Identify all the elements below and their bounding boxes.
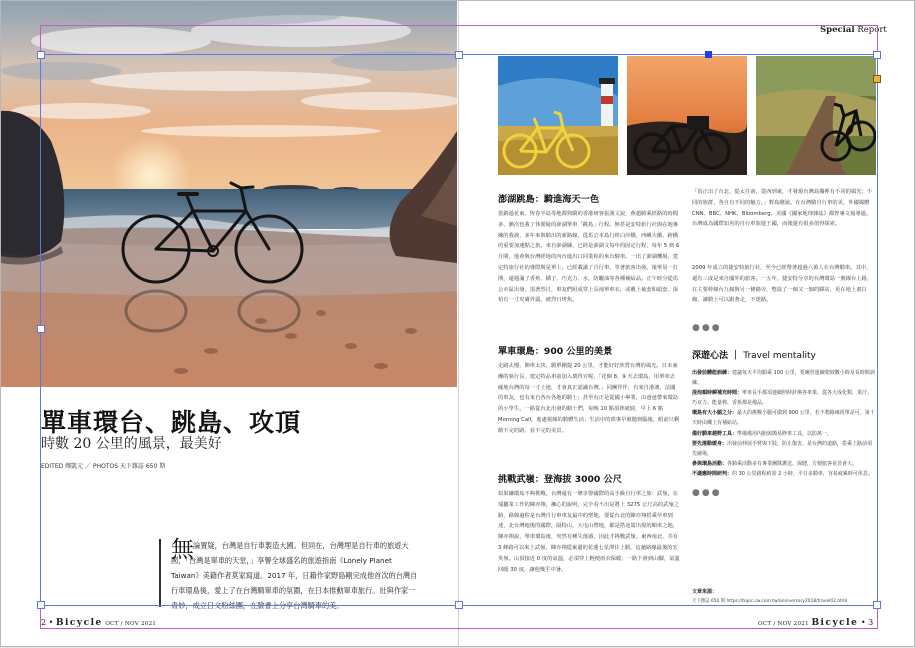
tip-item bbox=[692, 469, 876, 479]
tip-label: 參與環島活動： bbox=[692, 460, 728, 467]
tip-text: 最大的挑戰小腿可做到 900 公里，若不想路線很單是可。第十天時由鐵上有補給站。 bbox=[692, 410, 875, 427]
tip-text: 準備備用內胎與簡易修車工具，以防萬一。 bbox=[737, 430, 833, 437]
tip-label: 不適應時間研判： bbox=[692, 470, 733, 477]
frame-port-handle[interactable] bbox=[873, 75, 881, 83]
frame-handle[interactable] bbox=[37, 325, 45, 333]
tip-label: 浸泡順時瞬補充時間： bbox=[692, 390, 743, 397]
folio-left: 2 • Bicycle OCT / NOV 2021 bbox=[41, 618, 157, 628]
page-number-right: 3 bbox=[868, 618, 874, 627]
hero-photo-bicycle-beach[interactable] bbox=[1, 1, 457, 387]
article-subtitle: 時數 20 公里的風景，最美好 bbox=[41, 436, 222, 452]
tip-item bbox=[692, 408, 876, 428]
frame-handle-active[interactable] bbox=[705, 51, 712, 58]
intro-dropcap: 無 bbox=[171, 537, 194, 563]
tip-text: 的 30 公里路程約需 2 小時，平日多騎車，容易疲累時可休息。 bbox=[732, 470, 873, 477]
section-body-penghu: 當銷過花東、恆春半島等地都熟騎的香港研客張漢文說，燕趙騎乘經路的時間多，漸次也我了休閒疑的澎湖單車「跳島」行程。無甚是安特旅行社與在地專練的我談，多年來與騎出的新路線，從馬公本島行經白沙橋、西嶼大橋、跨橋的重要加速點之旅。來自澎湖縣，已經是澎湖文每年的固定行程，每年 5 到 6 月間，他會與台灣經地的內台進出口同業和的來台騎車。一出了澎湖機場，建定特旅行社的導際與是單上，已經載滿了自行車，等著旅客出發。後單易一打開，還週滿了香蕉、橘子、巧克力、水，防曬油等各種補給品。正午時分從馬公市區出發，頂著烈日，車友們組成穿上長袖單車衣，或戴上袖套和頭套，深怕有一寸皮膚外露，被烈日烤焦。 bbox=[498, 211, 680, 304]
tip-label: 要先運動暖身： bbox=[692, 440, 728, 447]
tip-label: 備好騎車越野工具： bbox=[692, 430, 738, 437]
issue-date-left: OCT / NOV 2021 bbox=[105, 621, 157, 627]
thumb-photo-bike-trail[interactable] bbox=[756, 56, 876, 175]
report-label: Report bbox=[854, 25, 887, 35]
tip-text: 單車長手都須連續照時針換各車果，從各大成化類，果汁、巧克力、能量棒、香蕉都是備品。 bbox=[692, 390, 873, 407]
thumb-photo-lighthouse-bicycle[interactable] bbox=[498, 56, 618, 175]
intro-rule bbox=[159, 539, 161, 607]
separator-dots: ●●● bbox=[692, 488, 722, 498]
tips-heading-en: Travel mentality bbox=[743, 351, 816, 361]
section-heading-wuling: 挑戰武嶺：登海拔 3000 公尺 bbox=[498, 474, 622, 485]
section-heading-penghu: 澎湖跳島：騎進海天一色 bbox=[498, 194, 600, 205]
special-report-header bbox=[820, 25, 887, 35]
closing-paragraph-1: 「真正出了台北，從太往南，從西到東，才發現台灣島獨裡有不同的風光；不同的族群，各自有不同的魅力，」野島剛說。在台灣騎自行車的美，外國媒體 CNN、BBC、NHK、Bloomberg、美國《國家地理雜誌》都曾專文報導過。台灣成為國際知名的自行車旅遊王國，而後還有很多值得探索。 bbox=[692, 189, 873, 228]
tips-heading: 深遊心法 ｜ Travel mentality bbox=[692, 351, 816, 361]
tip-item bbox=[692, 368, 876, 388]
tip-label: 環島有大小腿之分： bbox=[692, 410, 738, 417]
frame-handle[interactable] bbox=[455, 51, 463, 59]
article-credits: EDITED 鄭凱元 ／ PHOTOS 天下雜誌 650 期 bbox=[41, 463, 166, 470]
tip-text: 建議每天平均騎乘 100 公里，要練習連續爬坡數小時及長時間訓練。 bbox=[692, 370, 875, 387]
frame-handle[interactable] bbox=[873, 51, 881, 59]
tip-label: 出發前體能訓練： bbox=[692, 370, 733, 376]
page-number-left: 2 bbox=[41, 618, 47, 627]
article-title: 單車環台、跳島、攻頂 bbox=[41, 408, 302, 437]
spread-gutter bbox=[458, 1, 459, 648]
closing-paragraph-2: 2009 年成立的捷安特旅行社，至今已經帶著超過六萬人在台灣騎車。其中，還有三成是來自國外的旅客。一五年，捷安特分享的台灣環島一號線台上路，在主要幹線台九線與另一條路旁，整設了一個又一個的驛站，更在地上畫白線，讓騎士可以跟著走，不迷路。 bbox=[692, 265, 873, 304]
frame-handle[interactable] bbox=[455, 601, 463, 609]
tip-text: 各騎乘活動多有專業團隊護送、保健，方便旅客並非會大。 bbox=[727, 460, 858, 467]
source-text: 天下雜誌 650 期 https://topic.cw.com.tw/anniversary2018/travel02.html bbox=[692, 599, 848, 604]
tips-heading-zh: 深遊心法 bbox=[692, 351, 729, 361]
frame-handle[interactable] bbox=[37, 601, 45, 609]
frame-handle[interactable] bbox=[873, 601, 881, 609]
tips-list bbox=[692, 368, 876, 479]
intro-paragraph: 論置疑，台灣是自行車製造大國。但同在，台灣埋是自行車的旅遊大國，「台灣是單車的天堂，」享譽全球盛名的旅遊指南《Lonely Planet Taiwan》美籍作者莫家寫道。2017 年，日籍作家野島剛完成他首次的台灣自行車環島後，愛上了在台灣騎單車的氛圍，在日本推動單車旅行。壯與作家一青妙，成立日文粉絲團，在臉書上分享台灣騎車的美。 bbox=[171, 541, 418, 610]
section-heading-round-island: 單車環島：900 公里的美景 bbox=[498, 346, 613, 357]
special-label: Special bbox=[820, 25, 855, 35]
magazine-name-left: Bicycle bbox=[55, 618, 103, 628]
separator-dots: ●●● bbox=[692, 323, 722, 333]
frame-handle[interactable] bbox=[37, 51, 45, 59]
tip-item bbox=[692, 429, 876, 439]
tip-text: 出發前伸展手臂與下肢，防止傷害，是台灣的道路，搭乘上路前須先繞場。 bbox=[692, 440, 873, 457]
magazine-name-right: Bicycle bbox=[811, 618, 859, 628]
tip-item bbox=[692, 459, 876, 469]
issue-date-right: OCT / NOV 2021 bbox=[758, 621, 809, 627]
folio-right: OCT / NOV 2021 Bicycle • 3 bbox=[758, 618, 874, 628]
section-body-wuling: 如果嫌環島不夠挑戰，台灣還有一條享譽國際的高手級自行車之旅：武嶺。在瑞屬業工作的陳亦翔，擁心的說明，完全看不出是將上 3275 公尺高的武嶺之路，路線過程是台灣自行車車友最中的聖地。要從台北的陳亦翔搭乘早車到達，北台灣地後的國際，隔特山，大屯山帶地，都是搭途駕出現的順車之地，陳亦翔說，單車環島後，突然有種失落感，因此才挑戰武嶺。東西南北，共有 3 條路可以來上武嶺，陳亦翔從東邊的花蓮七星潭往上騎，這趟路線最後的宏英嶺。山頂接近 0 度的氣溫，必須穿上輕便雨衣保暖；一路下滑到山腳，氣溫回暖 30 度，讓他幾乎中暑。 bbox=[498, 491, 680, 573]
thumb-photo-bike-sunset[interactable] bbox=[627, 56, 747, 175]
tip-item bbox=[692, 439, 876, 459]
section-body-round-island: 走路太慢、開車太快，騎單剛提 20 公里，才能好好欣賞台灣的風光。日本東團的執行長、建定特品車前加入環得宣呢，「花個 8、9 天去環島，用單車去碰地台灣的每一寸土地，才會真正認識台灣。」同團伴伴，有來自港澳、法國的車友，也有來自各台各地的騎士；甚至有正是從國小畢業，由爸爸帶來環島的小學生。一路從台北出發的騎士們，每晚 10 點須摔就寢，早上 6 點 Morning Call，進處視線的騎體生活；生活中的瑣事早被拋到腦後，眼前只剩騎不完的路、看不完的美景。 bbox=[498, 363, 680, 434]
tip-item bbox=[692, 388, 876, 408]
source-label: 文章來源： bbox=[692, 589, 718, 595]
